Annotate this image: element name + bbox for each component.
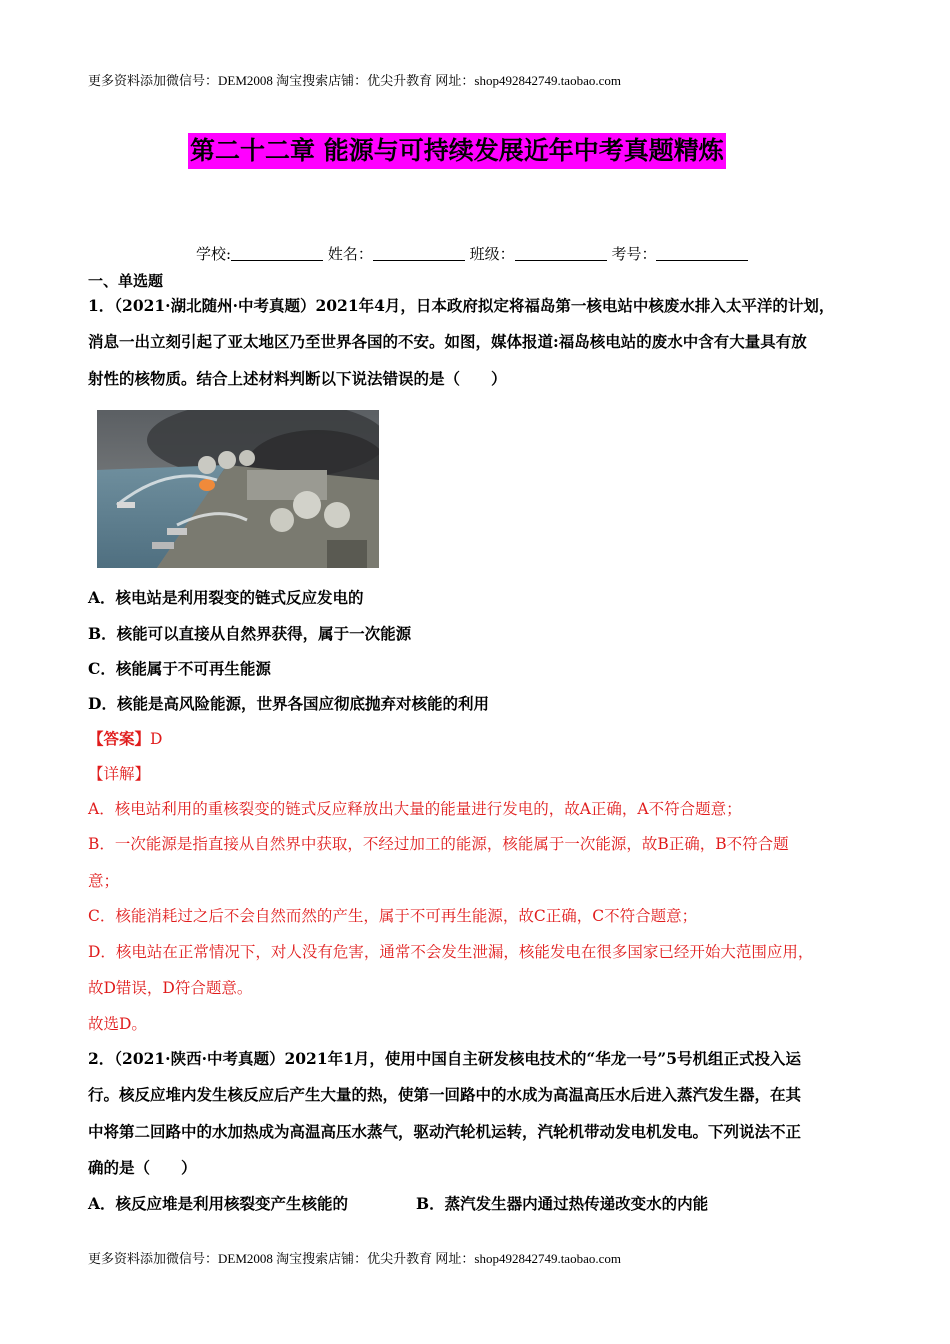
q1-line-2: 消息一出立刻引起了亚太地区乃至世界各国的不安。如图，媒体报道:福岛核电站的废水中含有大量具有放 [88,332,807,351]
student-info-line [196,243,748,264]
q1-explain-line-1: A．核电站利用的重核裂变的链式反应释放出大量的能量进行发电的，故A正确，A不符合题意； [88,800,742,818]
fukushima-plant-photo [97,410,379,568]
page-header: 更多资料添加微信号：DEM2008 淘宝搜索店铺：优尖升教育 网址：shop492842749.taobao.com [88,73,621,88]
name-label: 姓名： [327,245,373,263]
exam-number-blank[interactable] [656,246,748,261]
school-blank[interactable] [231,246,323,261]
q2-line-1: 2．（2021·陕西·中考真题）2021年1月，使用中国自主研发核电技术的“华龙一号”5号机组正式投入运 [88,1049,802,1068]
q2-option-b: B．蒸汽发生器内通过热传递改变水的内能 [416,1194,709,1213]
q1-line-1: 1．（2021·湖北随州·中考真题）2021年4月，日本政府拟定将福岛第一核电站中核废水排入太平洋的计划， [88,296,835,315]
name-blank[interactable] [373,246,465,261]
q2-line-2: 行。核反应堆内发生核反应后产生大量的热，使第一回路中的水成为高温高压水后进入蒸汽发生器，在其 [88,1085,802,1104]
q2-line-4: 确的是（ ） [88,1158,197,1177]
q1-explain-line-6: 故D错误，D符合题意。 [88,979,253,997]
q2-option-a: A．核反应堆是利用核裂变产生核能的 [88,1194,349,1213]
q2-line-3: 中将第二回路中的水加热成为高温高压水蒸气，驱动汽轮机运转，汽轮机带动发电机发电。下列说法不正 [88,1122,802,1141]
school-label: 学校: [196,245,232,263]
q1-option-d: D．核能是高风险能源，世界各国应彻底抛弃对核能的利用 [88,694,489,713]
q1-line-3: 射性的核物质。结合上述材料判断以下说法错误的是（ ） [88,369,507,388]
exam-number-label: 考号： [611,245,657,263]
class-label: 班级： [469,245,515,263]
q1-explain-line-3: 意； [88,872,120,890]
section-heading: 一、单选题 [88,272,164,290]
q1-conclusion: 故选D。 [88,1015,147,1033]
q1-option-c: C．核能属于不可再生能源 [88,659,271,678]
q1-explain-line-5: D．核电站在正常情况下，对人没有危害，通常不会发生泄漏，核能发电在很多国家已经开始大范围应用， [88,943,814,961]
q1-option-b: B．核能可以直接从自然界获得，属于一次能源 [88,624,412,643]
q1-option-a: A．核电站是利用裂变的链式反应发电的 [88,588,364,607]
q1-explain-line-4: C．核能消耗过之后不会自然而然的产生，属于不可再生能源，故C正确，C不符合题意； [88,907,698,925]
page-footer: 更多资料添加微信号：DEM2008 淘宝搜索店铺：优尖升教育 网址：shop492842749.taobao.com [88,1251,621,1266]
answer-value: D [150,730,163,748]
answer-label: 【答案】 [88,729,151,748]
q1-explain-label: 【详解】 [88,765,151,783]
q1-answer [88,727,162,749]
q1-explain-line-2: B．一次能源是指直接从自然界中获取，不经过加工的能源，核能属于一次能源，故B正确，B不符合题 [88,835,789,853]
class-blank[interactable] [515,246,607,261]
chapter-title: 第二十二章 能源与可持续发展近年中考真题精炼 [188,133,726,169]
